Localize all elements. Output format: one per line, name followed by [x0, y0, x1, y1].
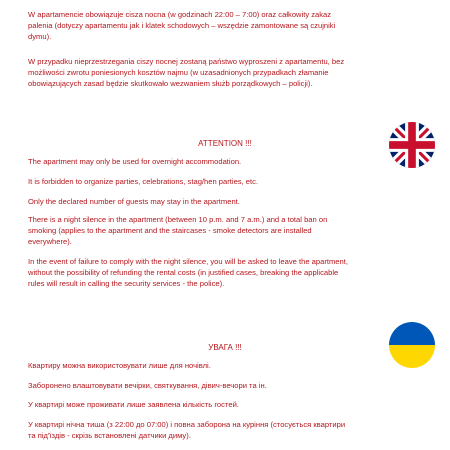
ua-silence-line-1: У квартирі нічна тиша (з 22:00 до 07:00) і повна заборона на куріння (стосується квартири	[28, 420, 346, 429]
en-eviction-line-1: In the event of failure to comply with the night silence, you will be asked to leave the apartment,	[28, 257, 348, 266]
en-rule-overnight: The apartment may only be used for overnight accommodation.	[28, 157, 242, 166]
pl-eviction-line-3: obowiązujących zasad będzie skutkowało wezwaniem służb porządkowych – policji).	[28, 79, 313, 88]
en-title: ATTENTION !!!	[198, 139, 252, 148]
ukrainian-rules-section	[0, 330, 450, 450]
polish-rules-section	[0, 0, 450, 100]
ua-rule-guests: У квартирі може проживати лише заявлена кількість гостей.	[28, 400, 239, 409]
en-silence-line-3: everywhere).	[28, 237, 72, 246]
en-silence-line-1: There is a night silence in the apartment (between 10 p.m. and 7 a.m.) and a total ban on	[28, 215, 328, 224]
ua-silence-line-2: та під'їздів - скрізь встановлені датчики диму).	[28, 431, 191, 440]
ua-title: УВАГА !!!	[208, 343, 242, 352]
en-eviction-line-2: without the possibility of refunding the rental costs (in justified cases, breaking the applicable	[28, 268, 339, 277]
pl-silence-line-3: dymu).	[28, 32, 52, 41]
pl-silence-line-1: W apartamencie obowiązuje cisza nocna (w godzinach 22:00 – 7:00) oraz całkowity zakaz	[28, 10, 332, 19]
pl-eviction-line-1: W przypadku nieprzestrzegania ciszy nocnej zostaną państwo wyproszeni z apartamentu, bez	[28, 57, 345, 66]
pl-silence-line-2: palenia (dotyczy apartamentu jak i klatek schodowych – wszędzie zamontowane są czujniki	[28, 21, 336, 30]
en-rule-guests: Only the declared number of guests may stay in the apartment.	[28, 197, 240, 206]
ukraine-flag-icon	[389, 322, 435, 368]
ua-rule-parties: Заборонено влаштовувати вечірки, святкування, дівич-вечори та ін.	[28, 381, 267, 390]
en-rule-parties: It is forbidden to organize parties, celebrations, stag/hen parties, etc.	[28, 177, 259, 186]
en-silence-line-2: smoking (applies to the apartment and the staircases - smoke detectors are installed	[28, 226, 312, 235]
english-rules-section	[0, 130, 450, 310]
ua-rule-overnight: Квартиру можна використовувати лише для ночівлі.	[28, 361, 211, 370]
pl-eviction-line-2: możliwości zwrotu poniesionych kosztów najmu (w uzasadnionych przypadkach złamanie	[28, 68, 329, 77]
en-eviction-line-3: rules will result in calling the security services - the police).	[28, 279, 225, 288]
uk-flag-icon	[389, 122, 435, 168]
